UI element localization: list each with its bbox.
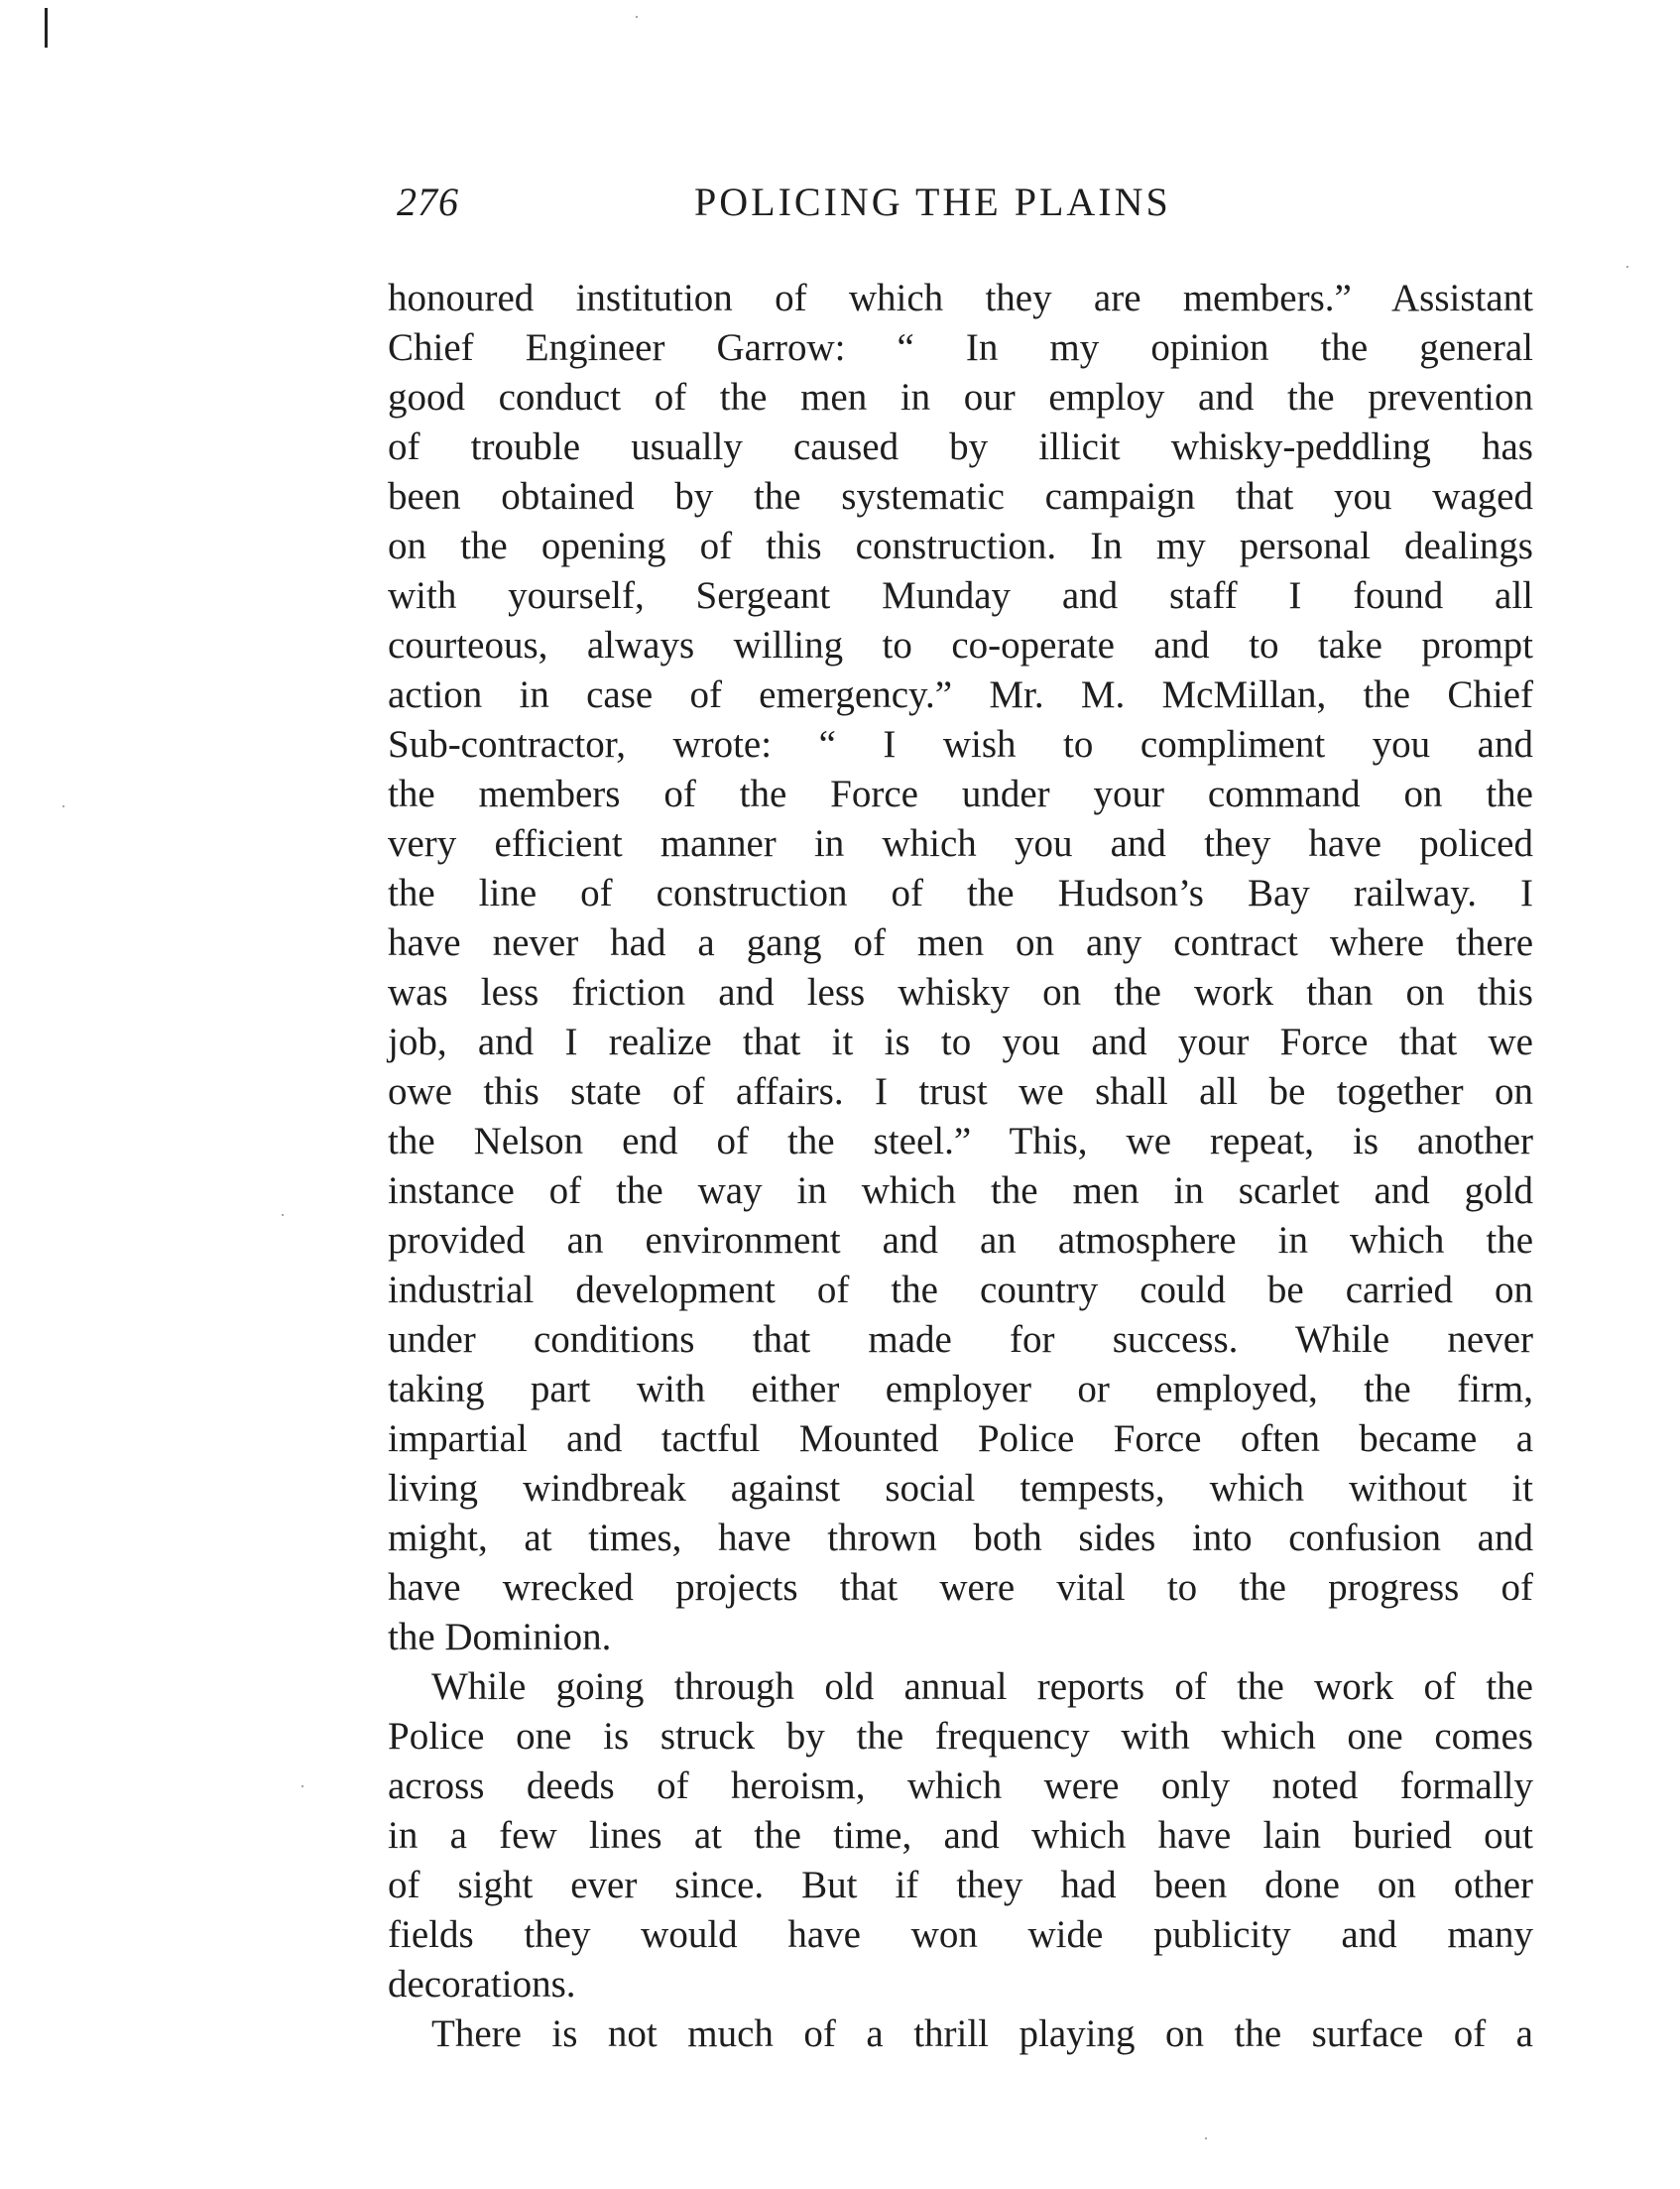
text-line: honoured institution of which they are members.” Assistant: [388, 277, 1533, 319]
text-line: instance of the way in which the men in scarlet and gold: [388, 1169, 1533, 1212]
margin-rule: [45, 8, 48, 48]
running-head: POLICING THE PLAINS: [694, 180, 1171, 224]
text-line: very efficient manner in which you and they have policed: [388, 822, 1533, 865]
text-line: with yourself, Sergeant Munday and staff I found all: [388, 574, 1533, 617]
text-line: in a few lines at the time, and which have lain buried out: [388, 1814, 1533, 1857]
text-line: good conduct of the men in our employ and the prevention: [388, 376, 1533, 419]
text-line: decorations.: [388, 1963, 576, 2006]
text-line: of trouble usually caused by illicit whisky-peddling has: [388, 426, 1533, 468]
speck: [636, 16, 638, 18]
text-line: owe this state of affairs. I trust we shall all be together on: [388, 1070, 1533, 1113]
text-line: Chief Engineer Garrow: “ In my opinion the general: [388, 326, 1533, 369]
speck: [62, 805, 64, 807]
text-line: There is not much of a thrill playing on the surface of a: [431, 2012, 1533, 2055]
text-line: the Nelson end of the steel.” This, we repeat, is another: [388, 1120, 1533, 1162]
text-line: courteous, always willing to co-operate and to take prompt: [388, 624, 1533, 667]
text-line: been obtained by the systematic campaign that you waged: [388, 475, 1533, 518]
text-line: While going through old annual reports of the work of the: [431, 1665, 1533, 1708]
text-line: provided an environment and an atmosphere in which the: [388, 1219, 1533, 1262]
text-line: industrial development of the country could be carried on: [388, 1269, 1533, 1311]
text-line: the line of construction of the Hudson’s Bay railway. I: [388, 872, 1533, 914]
text-line: impartial and tactful Mounted Police Force often became a: [388, 1417, 1533, 1460]
text-line: living windbreak against social tempests, which without it: [388, 1467, 1533, 1510]
text-line: have wrecked projects that were vital to the progress of: [388, 1566, 1533, 1609]
page-header: [397, 179, 1532, 238]
paragraph: [388, 274, 1533, 1662]
speck: [1205, 2137, 1207, 2139]
text-line: Police one is struck by the frequency with which one comes: [388, 1715, 1533, 1758]
body-text: [388, 274, 1533, 2059]
speck: [1626, 266, 1628, 268]
text-line: Sub-contractor, wrote: “ I wish to compliment you and: [388, 723, 1533, 766]
text-line: fields they would have won wide publicity and many: [388, 1913, 1533, 1956]
text-line: taking part with either employer or employed, the firm,: [388, 1368, 1533, 1410]
text-line: the members of the Force under your command on the: [388, 773, 1533, 815]
speck: [282, 1214, 284, 1216]
page-number: 276: [397, 180, 459, 224]
text-line: have never had a gang of men on any contract where there: [388, 921, 1533, 964]
speck: [301, 1785, 303, 1787]
text-line: was less friction and less whisky on the work than on this: [388, 971, 1533, 1014]
text-line: across deeds of heroism, which were only noted formally: [388, 1764, 1533, 1807]
text-line: the Dominion.: [388, 1616, 612, 1658]
paragraph: [388, 1662, 1533, 2009]
text-line: might, at times, have thrown both sides into confusion and: [388, 1517, 1533, 1559]
text-line: action in case of emergency.” Mr. M. McMillan, the Chief: [388, 673, 1533, 716]
text-line: under conditions that made for success. While never: [388, 1318, 1533, 1361]
text-line: job, and I realize that it is to you and your Force that we: [388, 1021, 1533, 1063]
text-line: of sight ever since. But if they had been done on other: [388, 1864, 1533, 1906]
text-line: on the opening of this construction. In my personal dealings: [388, 525, 1533, 567]
paragraph: [388, 2009, 1533, 2059]
